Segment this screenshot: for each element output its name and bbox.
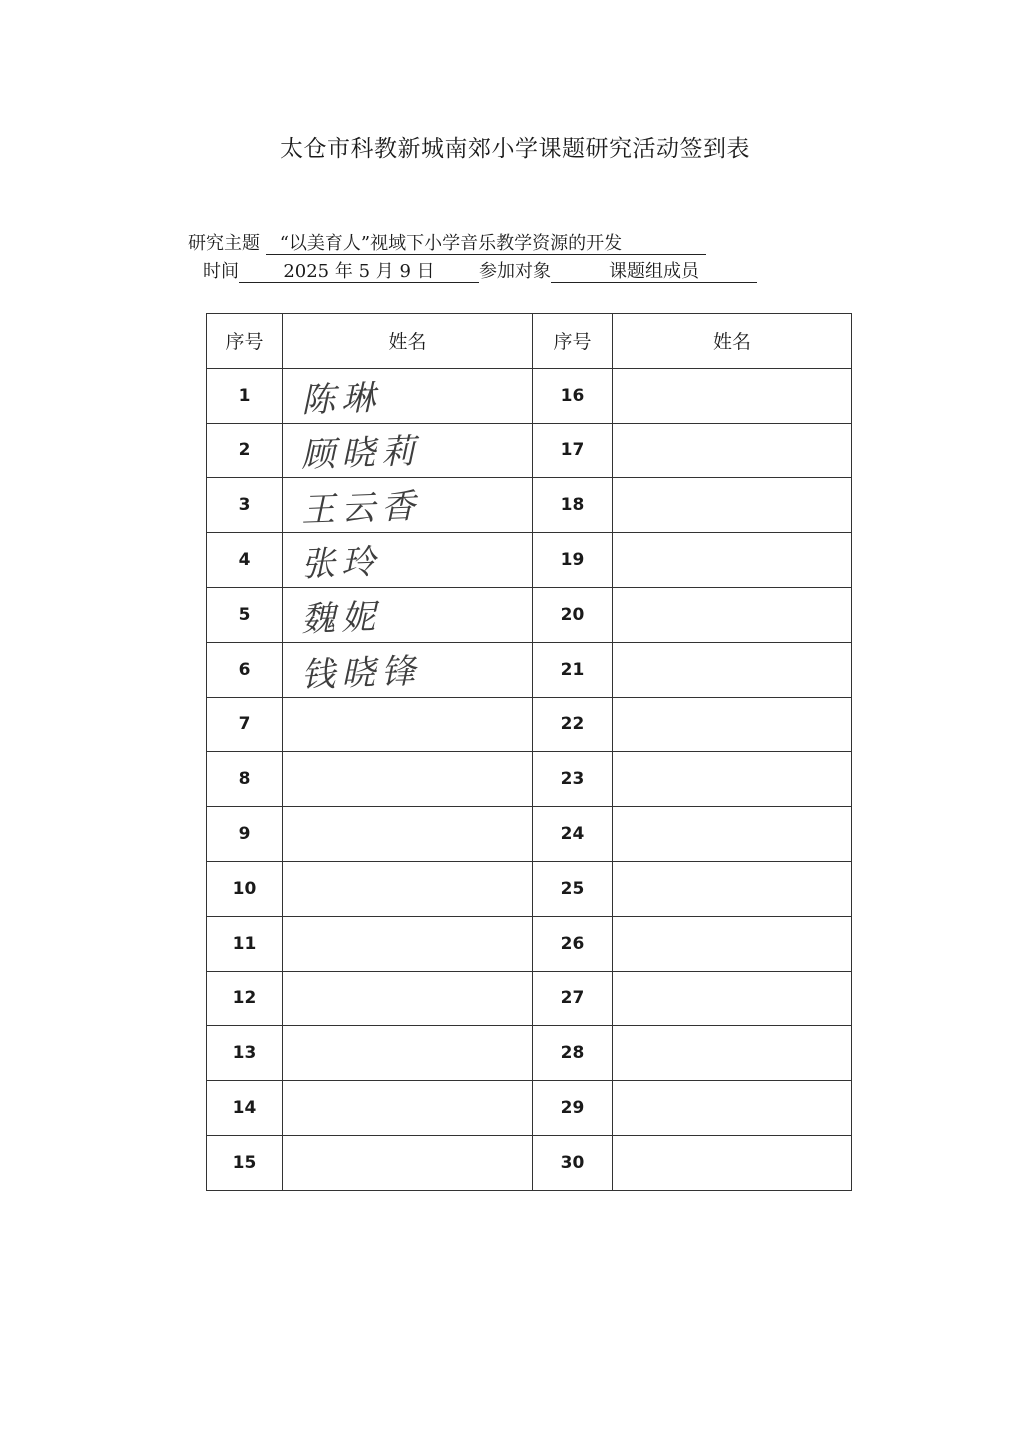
date-target-line bbox=[203, 257, 757, 283]
row-number-left: 12 bbox=[207, 971, 283, 1026]
signature-cell-right bbox=[613, 423, 852, 478]
handwritten-signature: 顾晓莉 bbox=[300, 431, 422, 477]
table-row bbox=[207, 1081, 852, 1136]
topic-line bbox=[188, 229, 706, 255]
row-number-left: 11 bbox=[207, 916, 283, 971]
row-number-left: 1 bbox=[207, 368, 283, 423]
row-number-right: 19 bbox=[533, 533, 613, 588]
table-row bbox=[207, 533, 852, 588]
signature-cell-right bbox=[613, 807, 852, 862]
signature-cell-left bbox=[283, 861, 533, 916]
date-label: 时间 bbox=[203, 261, 239, 282]
signature-cell-left bbox=[283, 1026, 533, 1081]
table-row bbox=[207, 971, 852, 1026]
row-number-left: 2 bbox=[207, 423, 283, 478]
row-number-right: 26 bbox=[533, 916, 613, 971]
handwritten-signature: 钱晓锋 bbox=[300, 651, 422, 696]
handwritten-signature: 张玲 bbox=[300, 542, 382, 585]
page-title: 太仓市科教新城南郊小学课题研究活动签到表 bbox=[280, 136, 750, 162]
row-number-left: 3 bbox=[207, 478, 283, 533]
header-number-right: 序号 bbox=[533, 314, 613, 369]
row-number-left: 13 bbox=[207, 1026, 283, 1081]
signature-cell-right bbox=[613, 916, 852, 971]
date-value: 2025 年 5 月 9 日 bbox=[239, 262, 479, 283]
signature-cell-left bbox=[283, 642, 533, 697]
row-number-left: 9 bbox=[207, 807, 283, 862]
row-number-right: 22 bbox=[533, 697, 613, 752]
row-number-right: 18 bbox=[533, 478, 613, 533]
row-number-left: 6 bbox=[207, 642, 283, 697]
header-name-right: 姓名 bbox=[613, 314, 852, 369]
signature-cell-left bbox=[283, 752, 533, 807]
topic-value: “以美育人”视域下小学音乐教学资源的开发 bbox=[266, 234, 706, 255]
row-number-right: 25 bbox=[533, 861, 613, 916]
row-number-right: 20 bbox=[533, 587, 613, 642]
row-number-right: 30 bbox=[533, 1135, 613, 1190]
table-row bbox=[207, 752, 852, 807]
signature-cell-left bbox=[283, 368, 533, 423]
signature-cell-right bbox=[613, 478, 852, 533]
signature-cell-right bbox=[613, 533, 852, 588]
table-row bbox=[207, 587, 852, 642]
signature-cell-right bbox=[613, 697, 852, 752]
signature-cell-right bbox=[613, 1081, 852, 1136]
header-name-left: 姓名 bbox=[283, 314, 533, 369]
signature-cell-right bbox=[613, 971, 852, 1026]
signature-cell-right bbox=[613, 368, 852, 423]
target-value: 课题组成员 bbox=[551, 262, 757, 283]
target-label: 参加对象 bbox=[479, 261, 551, 282]
row-number-right: 29 bbox=[533, 1081, 613, 1136]
table-row bbox=[207, 1135, 852, 1190]
signature-cell-left bbox=[283, 478, 533, 533]
signature-cell-left bbox=[283, 807, 533, 862]
table-row bbox=[207, 807, 852, 862]
table-row bbox=[207, 916, 852, 971]
row-number-left: 7 bbox=[207, 697, 283, 752]
signature-cell-right bbox=[613, 1135, 852, 1190]
table-row bbox=[207, 1026, 852, 1081]
row-number-right: 16 bbox=[533, 368, 613, 423]
topic-label: 研究主题 bbox=[188, 233, 260, 254]
signature-cell-left bbox=[283, 533, 533, 588]
row-number-left: 15 bbox=[207, 1135, 283, 1190]
table-row bbox=[207, 478, 852, 533]
row-number-right: 21 bbox=[533, 642, 613, 697]
signature-cell-right bbox=[613, 752, 852, 807]
sign-in-table bbox=[206, 313, 852, 1191]
signature-cell-left bbox=[283, 1135, 533, 1190]
signature-cell-right bbox=[613, 1026, 852, 1081]
signature-cell-right bbox=[613, 587, 852, 642]
signature-cell-right bbox=[613, 861, 852, 916]
signature-cell-right bbox=[613, 642, 852, 697]
row-number-right: 23 bbox=[533, 752, 613, 807]
table-row bbox=[207, 642, 852, 697]
table-header-row bbox=[207, 314, 852, 369]
row-number-left: 8 bbox=[207, 752, 283, 807]
handwritten-signature: 陈琳 bbox=[300, 377, 382, 421]
row-number-left: 5 bbox=[207, 587, 283, 642]
signature-cell-left bbox=[283, 916, 533, 971]
table-row bbox=[207, 697, 852, 752]
handwritten-signature: 魏妮 bbox=[300, 596, 382, 640]
table-row bbox=[207, 368, 852, 423]
handwritten-signature: 王云香 bbox=[300, 486, 422, 531]
row-number-right: 17 bbox=[533, 423, 613, 478]
row-number-right: 24 bbox=[533, 807, 613, 862]
row-number-right: 28 bbox=[533, 1026, 613, 1081]
signature-cell-left bbox=[283, 423, 533, 478]
signature-cell-left bbox=[283, 587, 533, 642]
row-number-right: 27 bbox=[533, 971, 613, 1026]
row-number-left: 10 bbox=[207, 861, 283, 916]
row-number-left: 4 bbox=[207, 533, 283, 588]
signature-cell-left bbox=[283, 1081, 533, 1136]
row-number-left: 14 bbox=[207, 1081, 283, 1136]
table-row bbox=[207, 423, 852, 478]
table-row bbox=[207, 861, 852, 916]
signature-cell-left bbox=[283, 697, 533, 752]
signature-cell-left bbox=[283, 971, 533, 1026]
header-number-left: 序号 bbox=[207, 314, 283, 369]
